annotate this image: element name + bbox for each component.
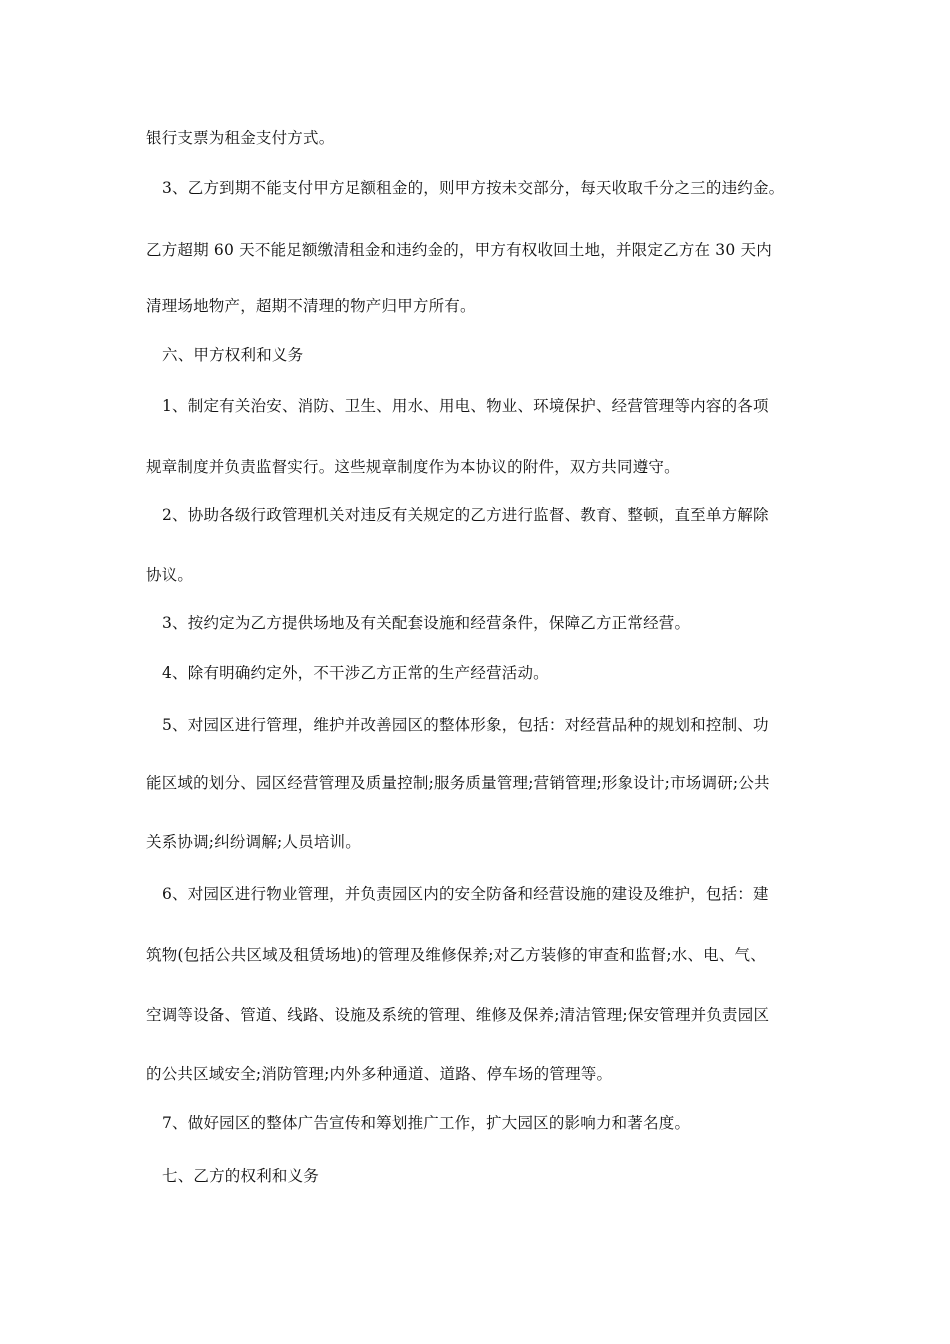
paragraph-line: 乙方超期 60 天不能足额缴清租金和违约金的，甲方有权收回土地，并限定乙方在 30 天内 [146,241,772,259]
paragraph-line: 5、对园区进行管理，维护并改善园区的整体形象，包括：对经营品种的规划和控制、功 [162,716,769,734]
section-heading: 七、乙方的权利和义务 [162,1167,320,1185]
paragraph-line: 6、对园区进行物业管理，并负责园区内的安全防备和经营设施的建设及维护，包括：建 [162,885,769,903]
paragraph-line: 规章制度并负责监督实行。这些规章制度作为本协议的附件，双方共同遵守。 [146,458,680,476]
paragraph-line: 的公共区域安全;消防管理;内外多种通道、道路、停车场的管理等。 [146,1065,613,1083]
paragraph-line: 协议。 [146,566,194,584]
paragraph-line: 银行支票为租金支付方式。 [146,129,335,147]
paragraph-line: 3、按约定为乙方提供场地及有关配套设施和经营条件，保障乙方正常经营。 [162,614,691,632]
paragraph-line: 筑物(包括公共区域及租赁场地)的管理及维修保养;对乙方装修的审查和监督;水、电、气、 [146,946,766,964]
paragraph-line: 7、做好园区的整体广告宣传和筹划推广工作，扩大园区的影响力和著名度。 [162,1114,691,1132]
paragraph-line: 1、制定有关治安、消防、卫生、用水、用电、物业、环境保护、经营管理等内容的各项 [162,397,769,415]
paragraph-line: 清理场地物产，超期不清理的物产归甲方所有。 [146,297,476,315]
section-heading: 六、甲方权利和义务 [162,346,304,364]
paragraph-line: 关系协调;纠纷调解;人员培训。 [146,833,361,851]
paragraph-line: 空调等设备、管道、线路、设施及系统的管理、维修及保养;清洁管理;保安管理并负责园区 [146,1006,770,1024]
paragraph-line: 2、协助各级行政管理机关对违反有关规定的乙方进行监督、教育、整顿，直至单方解除 [162,506,769,524]
paragraph-line: 3、乙方到期不能支付甲方足额租金的，则甲方按未交部分，每天收取千分之三的违约金。 [162,179,785,197]
paragraph-line: 能区域的划分、园区经营管理及质量控制;服务质量管理;营销管理;形象设计;市场调研;公共 [146,774,770,792]
paragraph-line: 4、除有明确约定外，不干涉乙方正常的生产经营活动。 [162,664,549,682]
